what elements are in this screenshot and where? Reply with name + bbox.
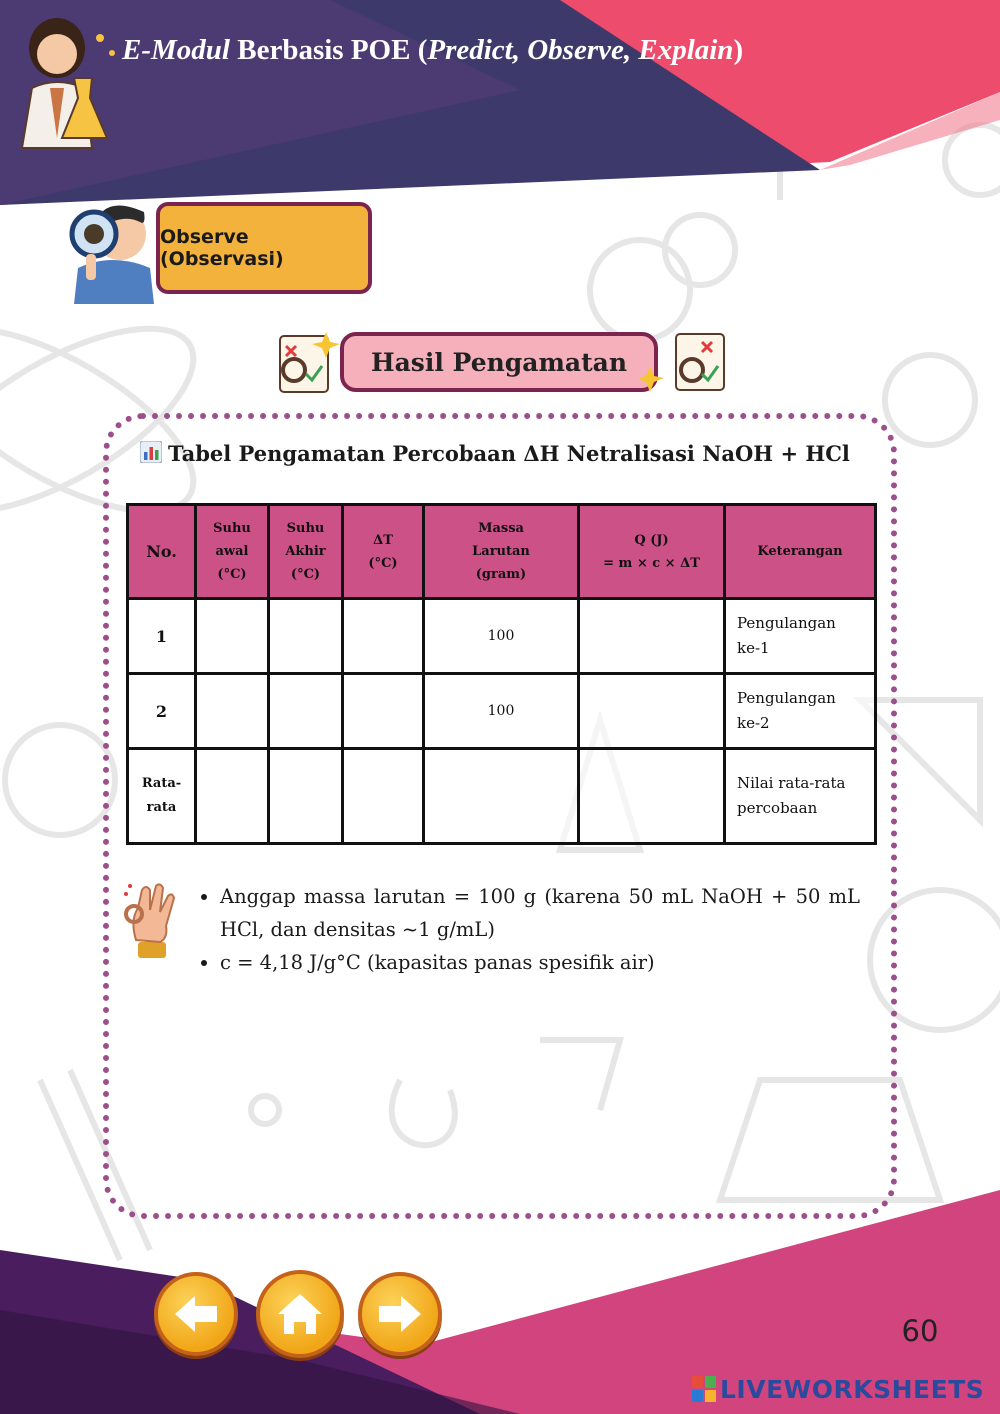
header-q — [579, 505, 725, 599]
row2-keterangan-line2: ke-2 — [737, 714, 770, 732]
magnifier-boy-icon — [64, 186, 160, 304]
arrow-left-icon — [173, 1294, 219, 1334]
header-massa — [424, 505, 579, 599]
scientist-girl-icon — [12, 8, 122, 153]
previous-button[interactable] — [154, 1272, 238, 1356]
row1-keterangan-line2: ke-1 — [737, 639, 770, 657]
header-massa-line1: Massa — [478, 521, 524, 536]
row3-no — [128, 749, 196, 844]
row3-massa-input[interactable] — [424, 749, 579, 844]
arrow-right-icon — [377, 1294, 423, 1334]
row3-no-line1: Rata- — [141, 776, 182, 791]
row1-keterangan-line1: Pengulangan — [737, 614, 836, 632]
page-number: 60 — [901, 1314, 939, 1348]
table-title-text: Tabel Pengamatan Percobaan ΔH Netralisasi NaOH + HCl — [168, 441, 850, 466]
row3-keterangan-line1: Nilai rata-rata — [737, 774, 846, 792]
liveworksheets-logo-icon — [692, 1376, 716, 1402]
module-title — [122, 34, 882, 67]
header-q-line2: = m × c × ΔT — [603, 555, 700, 571]
row1-delta-t-input[interactable] — [343, 599, 424, 674]
module-title-emodul: E-Modul — [122, 34, 230, 66]
bar-chart-icon — [140, 441, 162, 463]
table-row — [128, 599, 876, 674]
next-button[interactable] — [358, 1272, 442, 1356]
header-massa-line2: Larutan — [472, 544, 530, 559]
row3-suhu-awal-input[interactable] — [196, 749, 269, 844]
row2-q-input[interactable] — [579, 674, 725, 749]
module-title-end: ) — [733, 34, 744, 66]
observe-badge-label: Observe (Observasi) — [160, 226, 284, 270]
row1-suhu-akhir-input[interactable] — [269, 599, 343, 674]
row3-delta-t-input[interactable] — [343, 749, 424, 844]
row1-keterangan — [725, 599, 876, 674]
ok-hand-icon — [120, 880, 180, 962]
module-title-poe: Predict, Observe, Explain — [427, 34, 734, 66]
module-title-mid: Berbasis POE ( — [229, 34, 428, 66]
clipboard-right-icon — [640, 330, 736, 396]
row2-keterangan-line1: Pengulangan — [737, 689, 836, 707]
row3-no-line2: rata — [146, 800, 177, 815]
header-suhu-awal — [196, 505, 269, 599]
table-row — [128, 749, 876, 844]
row2-delta-t-input[interactable] — [343, 674, 424, 749]
header-suhu-awal-line1: Suhu — [213, 521, 251, 536]
row2-massa: 100 — [424, 674, 579, 749]
clipboard-left-icon — [266, 330, 342, 394]
row1-q-input[interactable] — [579, 599, 725, 674]
header-suhu-akhir-line2: Akhir — [285, 544, 326, 559]
header-suhu-akhir-line1: Suhu — [286, 521, 325, 536]
header-suhu-akhir-line3: (°C) — [290, 567, 321, 582]
row2-suhu-akhir-input[interactable] — [269, 674, 343, 749]
observe-badge — [156, 202, 372, 294]
header-delta-t-line1: ΔT — [373, 532, 393, 548]
header-keterangan: Keterangan — [725, 505, 876, 599]
liveworksheets-logo — [692, 1372, 992, 1406]
table-title — [140, 441, 880, 466]
row1-suhu-awal-input[interactable] — [196, 599, 269, 674]
observation-table — [126, 503, 877, 845]
hasil-pengamatan-label: Hasil Pengamatan — [370, 347, 628, 377]
header-q-line1: Q (J) — [634, 532, 669, 548]
note-item-kalor-jenis: • c = 4,18 J/g°C (kapasitas panas spesifik air) — [220, 946, 860, 979]
home-button[interactable] — [256, 1270, 344, 1358]
hasil-pengamatan-banner — [340, 332, 658, 392]
row3-suhu-akhir-input[interactable] — [269, 749, 343, 844]
notes-list — [196, 880, 860, 979]
header-delta-t-line2: (°C) — [368, 555, 398, 571]
row2-no: 2 — [128, 674, 196, 749]
note-item-massa: • Anggap massa larutan = 100 g (karena 50 mL NaOH + 50 mL HCl, dan densitas ~1 g/mL) — [220, 880, 860, 946]
row1-massa: 100 — [424, 599, 579, 674]
row2-keterangan — [725, 674, 876, 749]
header-delta-t — [343, 505, 424, 599]
row3-keterangan — [725, 749, 876, 844]
home-icon — [276, 1292, 324, 1336]
liveworksheets-brand: LIVEWORKSHEETS — [720, 1374, 985, 1404]
row2-suhu-awal-input[interactable] — [196, 674, 269, 749]
header-massa-line3: (gram) — [475, 567, 527, 582]
row3-q-input[interactable] — [579, 749, 725, 844]
header-suhu-akhir — [269, 505, 343, 599]
row3-keterangan-line2: percobaan — [737, 799, 818, 817]
table-header-row — [128, 505, 876, 599]
header-suhu-awal-line3: (°C) — [217, 567, 247, 582]
row1-no: 1 — [128, 599, 196, 674]
header-suhu-awal-line2: awal — [215, 544, 249, 559]
header-no: No. — [128, 505, 196, 599]
table-row — [128, 674, 876, 749]
